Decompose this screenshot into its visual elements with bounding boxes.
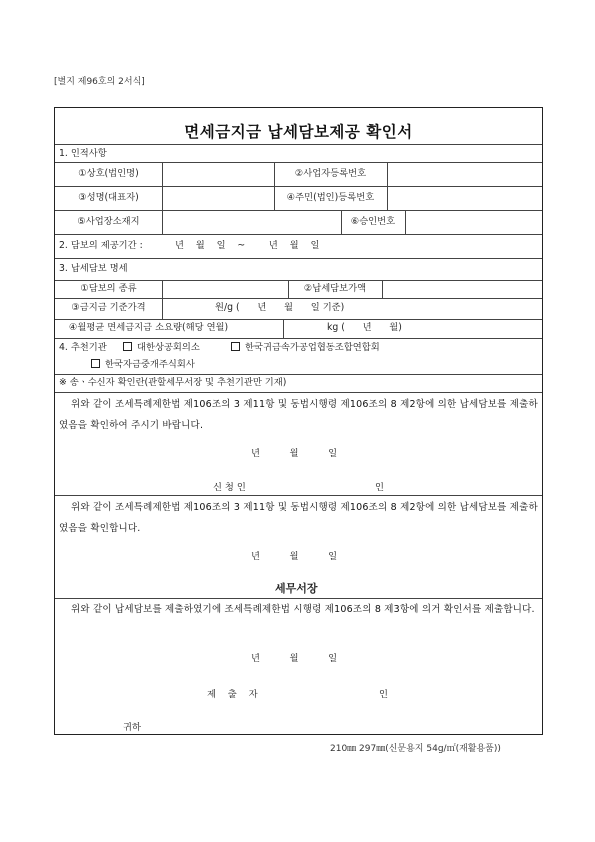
applicant-seal: 인: [375, 482, 384, 493]
confirm-note: ※ 송ㆍ수신자 확인란(관할세무서장 및 추천기관만 기재): [59, 377, 287, 388]
addressee: 귀하: [123, 722, 141, 733]
label-rep-name: ③성명(대표자): [78, 192, 139, 203]
submitter-seal: 인: [379, 689, 388, 700]
label-gold-price: ③금지금 기준가격: [71, 302, 146, 313]
checkbox-icon[interactable]: [123, 342, 132, 351]
label-monthly-avg: ④월평균 면세금지금 소요량(해당 연월): [69, 322, 229, 333]
submission-date: 년 월 일: [251, 653, 338, 664]
submission-statement: 위와 같이 납세담보를 제출하였기에 조세특례제한법 시행령 제106조의 8 제3항에 의거 확인서를 제출합니다.: [71, 604, 535, 615]
checkbox-icon[interactable]: [91, 359, 100, 368]
confirmation-statement: 위와 같이 조세특례제한법 제106조의 3 제11항 및 동법시행령 제106조의 8 제2항에 의한 납세담보를 제출하였음을 확인합니다.: [59, 502, 538, 534]
label-recommending-agency: 4. 추천기관: [59, 342, 107, 353]
label-business-address: ⑤사업장소재지: [77, 216, 140, 227]
form-title: 면세금지금 납세담보제공 확인서: [184, 123, 413, 141]
section-personal-info: 1. 인적사항: [59, 148, 107, 159]
label-applicant: 신 청 인: [213, 482, 246, 493]
option-korea-money-brokerage[interactable]: 한국자금중개주식회사: [91, 359, 195, 371]
collateral-period-dates: 년 월 일 ~ 년 월 일: [175, 240, 320, 251]
section-collateral-detail: 3. 납세담보 명세: [59, 263, 128, 274]
label-approval-no: ⑥승인번호: [350, 216, 396, 227]
checkbox-icon[interactable]: [231, 342, 240, 351]
confirmation-date: 년 월 일: [251, 551, 338, 562]
label-business-reg-no: ②사업자등록번호: [294, 168, 367, 179]
label-resident-reg-no: ④주민(법인)등록번호: [286, 192, 375, 203]
label-collateral-value: ②납세담보가액: [303, 283, 367, 294]
label-collateral-type: ①담보의 종류: [80, 283, 137, 294]
gold-price-unit: 원/g ( 년 월 일 기준): [215, 302, 345, 313]
label-trade-name: ①상호(법인명): [78, 168, 139, 179]
monthly-avg-unit: kg ( 년 월): [327, 322, 402, 333]
label-submitter: 제 출 자: [207, 689, 258, 700]
option-korea-chamber[interactable]: 대한상공회의소: [123, 342, 200, 354]
request-date: 년 월 일: [251, 448, 338, 459]
request-statement: 위와 같이 조세특례제한법 제106조의 3 제11항 및 동법시행령 제106조의 8 제2항에 의한 납세담보를 제출하였음을 확인하여 주시기 바랍니다.: [59, 399, 538, 431]
paper-spec: 210㎜ 297㎜(신문용지 54g/㎡(재활용품)): [330, 744, 501, 754]
tax-office-head: 세무서장: [275, 582, 318, 595]
form-number: [별지 제96호의 2서식]: [54, 77, 145, 87]
confirmation-form: [54, 107, 543, 735]
label-collateral-period: 2. 담보의 제공기간 :: [59, 240, 143, 251]
option-precious-metals-union[interactable]: 한국귀금속가공업협동조합연합회: [231, 342, 380, 354]
